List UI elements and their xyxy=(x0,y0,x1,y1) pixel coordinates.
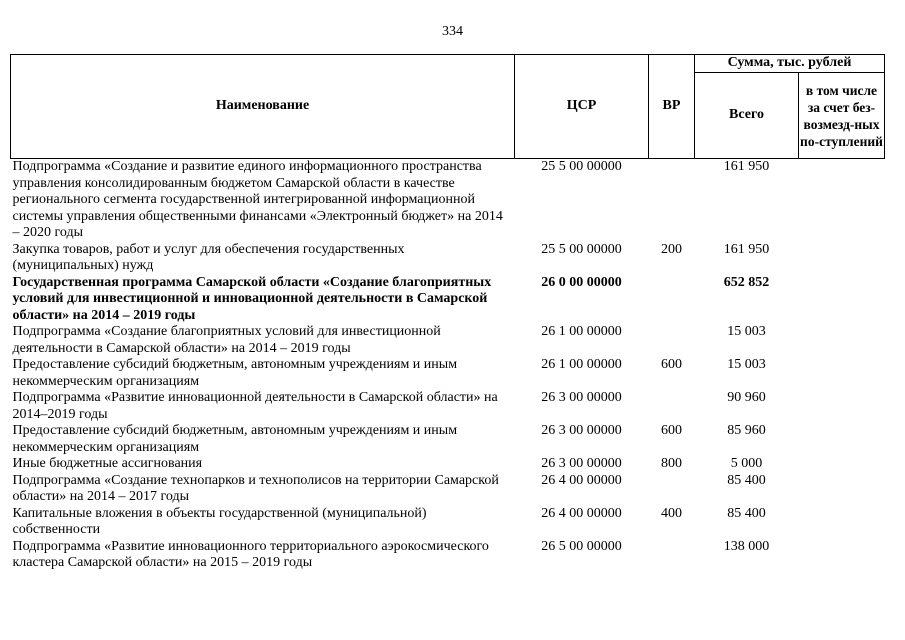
header-sum: Сумма, тыс. рублей xyxy=(695,55,885,73)
row-including xyxy=(799,275,885,325)
row-total: 85 400 xyxy=(727,472,766,488)
table-row xyxy=(11,456,885,473)
row-csr: 26 1 00 00000 xyxy=(541,357,622,372)
table-row xyxy=(11,539,885,572)
row-vr xyxy=(649,159,695,242)
row-vr: 600 xyxy=(661,357,682,372)
row-including xyxy=(799,324,885,357)
row-csr: 26 3 00 00000 xyxy=(541,423,622,438)
row-name: Иные бюджетные ассигнования xyxy=(12,456,203,471)
row-name: Подпрограмма «Развитие инновационной деятельности в Самарской области» на 2014–2019 годы xyxy=(12,390,498,422)
row-name: Подпрограмма «Создание благоприятных условий для инвестиционной деятельности в Самарской области» на 2014 – 2019 годы xyxy=(12,324,441,356)
row-including xyxy=(799,423,885,456)
header-including: в том числе за счет без-возмезд-ных по-ступлений xyxy=(799,73,885,159)
row-total: 85 400 xyxy=(727,505,766,521)
table-row xyxy=(11,159,885,242)
row-vr: 600 xyxy=(661,423,682,438)
row-csr: 26 4 00 00000 xyxy=(541,505,622,521)
row-total: 85 960 xyxy=(727,423,766,438)
row-vr xyxy=(649,539,695,572)
row-name: Предоставление субсидий бюджетным, автономным учреждениям и иным некоммерческим организациям xyxy=(12,357,458,389)
row-vr xyxy=(649,275,695,325)
row-name: Подпрограмма «Развитие инновационного территориального аэрокосмического кластера Самарской области» на 2015 – 2019 годы xyxy=(12,538,489,570)
row-total: 5 000 xyxy=(730,456,763,471)
table-row xyxy=(11,390,885,423)
row-including xyxy=(799,390,885,423)
row-csr: 25 5 00 00000 xyxy=(541,241,622,257)
row-name: Подпрограмма «Создание и развитие единого информационного пространства управления консолидированным бюджетом Самарской области в качестве регионального сегмента государственной интегрированной информационной системы управления общественными финансами «Электронный бюджет» на 2014 – 2020 годы xyxy=(12,159,503,240)
row-total: 161 950 xyxy=(723,241,770,257)
row-vr: 800 xyxy=(661,456,682,471)
page-number: 334 xyxy=(442,24,463,39)
row-name: Капитальные вложения в объекты государственной (муниципальной) собственности xyxy=(12,505,427,537)
row-including xyxy=(799,456,885,473)
table-row xyxy=(11,357,885,390)
row-csr: 25 5 00 00000 xyxy=(541,159,622,174)
row-name: Предоставление субсидий бюджетным, автономным учреждениям и иным некоммерческим организациям xyxy=(12,423,458,455)
header-name: Наименование xyxy=(11,55,515,159)
header-total: Всего xyxy=(695,73,799,159)
row-csr: 26 3 00 00000 xyxy=(541,456,622,471)
row-vr xyxy=(649,324,695,357)
table-row xyxy=(11,506,885,539)
row-total: 652 852 xyxy=(723,274,770,290)
table-row xyxy=(11,473,885,506)
header-vr: ВР xyxy=(649,55,695,159)
row-csr: 26 0 00 00000 xyxy=(541,274,622,290)
budget-table-container xyxy=(10,54,884,572)
row-vr xyxy=(649,390,695,423)
header-csr: ЦСР xyxy=(515,55,649,159)
row-vr: 200 xyxy=(661,241,682,257)
row-name: Закупка товаров, работ и услуг для обеспечения государственных (муниципальных) нужд xyxy=(12,241,405,273)
row-csr: 26 5 00 00000 xyxy=(541,538,622,554)
row-total: 15 003 xyxy=(727,324,766,339)
row-vr xyxy=(649,473,695,506)
row-including xyxy=(799,473,885,506)
row-total: 15 003 xyxy=(727,357,766,372)
row-including xyxy=(799,159,885,242)
table-header xyxy=(11,55,885,159)
row-total: 161 950 xyxy=(723,159,770,174)
row-total: 138 000 xyxy=(723,538,770,554)
table-row xyxy=(11,423,885,456)
table-row xyxy=(11,324,885,357)
row-csr: 26 1 00 00000 xyxy=(541,324,622,339)
budget-table xyxy=(10,54,885,572)
row-including xyxy=(799,242,885,275)
row-vr: 400 xyxy=(661,505,682,521)
row-including xyxy=(799,539,885,572)
row-name: Подпрограмма «Создание технопарков и технополисов на территории Самарской области» на 2014 – 2017 годы xyxy=(12,472,499,504)
row-csr: 26 3 00 00000 xyxy=(541,390,622,405)
table-row xyxy=(11,242,885,275)
row-csr: 26 4 00 00000 xyxy=(541,472,622,488)
row-total: 90 960 xyxy=(727,390,766,405)
row-including xyxy=(799,506,885,539)
table-body xyxy=(11,159,885,572)
table-row xyxy=(11,275,885,325)
row-including xyxy=(799,357,885,390)
row-name: Государственная программа Самарской области «Создание благоприятных условий для инвестиционной и инновационной деятельности в Самарской области» на 2014 – 2019 годы xyxy=(12,274,492,323)
